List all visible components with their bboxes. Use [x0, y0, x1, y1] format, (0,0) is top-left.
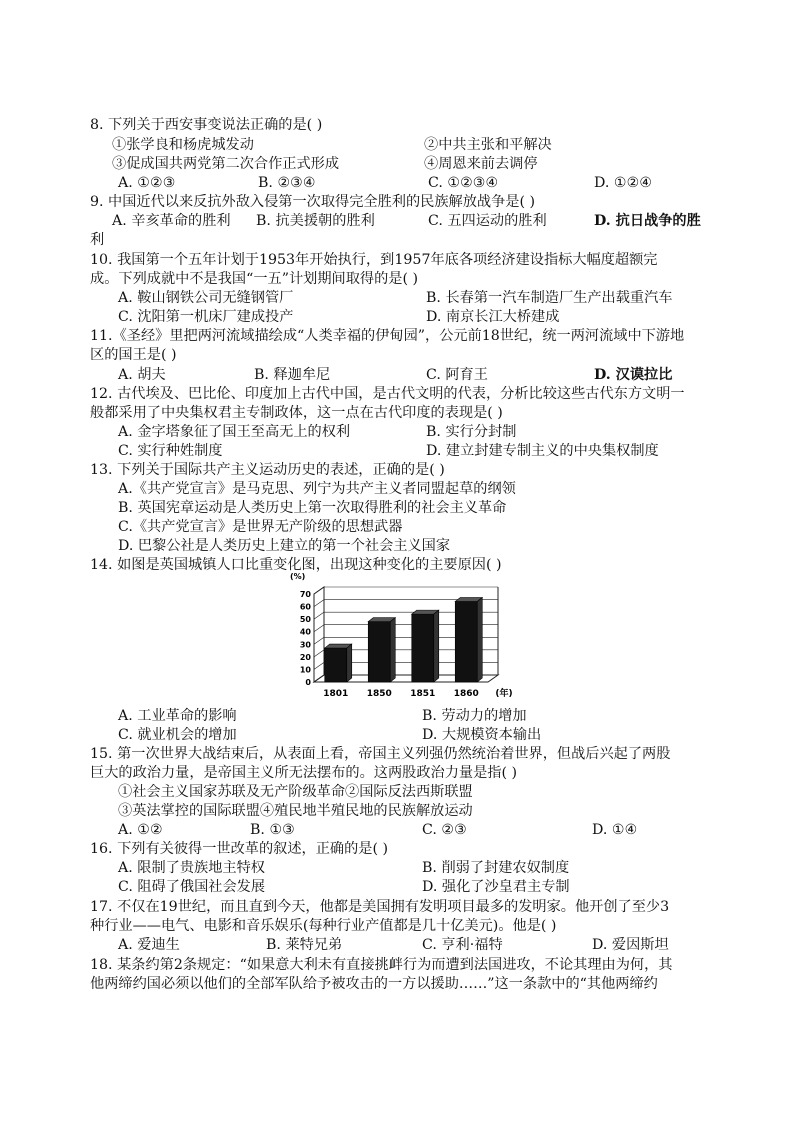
q12-option-a: A. 金字塔象征了国王至高无上的权利: [118, 424, 351, 440]
q15-items-1-2: ①社会主义国家苏联及无产阶级革命②国际反法西斯联盟: [118, 784, 473, 800]
q8-item-2: ②中共主张和平解决: [424, 137, 552, 153]
q15-items-3-4: ③英法掌控的国际联盟④殖民地半殖民地的民族解放运动: [118, 803, 473, 819]
q17-option-c: C. 亨利·福特: [422, 937, 503, 953]
q14-option-a: A. 工业革命的影响: [118, 708, 237, 724]
q13-option-b: B. 英国宪章运动是人类历史上第一次取得胜利的社会主义革命: [118, 500, 507, 516]
q10-option-d: D. 南京长江大桥建成: [426, 309, 560, 325]
q9-option-c: C. 五四运动的胜利: [428, 213, 547, 229]
q10-option-b: B. 长春第一汽车制造厂生产出载重汽车: [426, 290, 673, 306]
chart-left-wall: [314, 587, 324, 682]
q14-option-d: D. 大规模资本输出: [422, 727, 542, 743]
q9-option-a: A. 辛亥革命的胜利: [112, 213, 231, 229]
q10-option-c: C. 沈阳第一机床厂建成投产: [118, 309, 294, 325]
chart-y-tick-label: 70: [299, 590, 311, 599]
q9-continuation: 利: [90, 232, 105, 248]
q17-stem-line1: 17. 不仅在19世纪，而且直到今天，他都是美国拥有发明项目最多的发明家。他开创了至少3: [90, 899, 670, 915]
q14-option-c: C. 就业机会的增加: [118, 727, 237, 743]
q10-option-a: A. 鞍山钢铁公司无缝钢管厂: [118, 290, 294, 306]
q12-stem-line2: 般都采用了中央集权君主专制政体，这一点在古代印度的表现是( ): [90, 405, 503, 421]
chart-bar: [455, 598, 482, 682]
q13-option-a: A.《共产党宣言》是马克思、列宁为共产主义者同盟起草的纲领: [118, 481, 516, 497]
q15-option-a: A. ①②: [118, 822, 163, 838]
q13-option-d: D. 巴黎公社是人类历史上建立的第一个社会主义国家: [118, 538, 451, 554]
chart-gridline-side: [314, 600, 324, 607]
q14-stem: 14. 如图是英国城镇人口比重变化图，出现这种变化的主要原因( ): [90, 557, 502, 573]
chart-gridline-side: [314, 662, 324, 669]
q16-option-c: C. 阻碍了俄国社会发展: [118, 879, 266, 895]
q11-stem-line2: 区的国王是( ): [90, 347, 177, 363]
q11-option-d: D. 汉谟拉比: [594, 367, 673, 383]
q15-option-d: D. ①④: [592, 822, 638, 838]
q15-option-c: C. ②③: [422, 822, 467, 838]
q18-stem-line1: 18. 某条约第2条规定：“如果意大利未有直接挑衅行为而遭到法国进攻，不论其理由为何，其: [90, 957, 673, 973]
q11-option-b: B. 释迦牟尼: [254, 367, 331, 383]
q8-option-a: A. ①②③: [118, 175, 176, 191]
chart-bar: [325, 644, 352, 682]
q16-option-d: D. 强化了沙皇君主专制: [422, 879, 570, 895]
q13-stem: 13. 下列关于国际共产主义运动历史的表述，正确的是( ): [90, 462, 445, 478]
chart-y-axis-label: (%): [290, 572, 306, 581]
q16-stem: 16. 下列有关彼得一世改革的叙述，正确的是( ): [90, 841, 389, 857]
q8-item-4: ④周恩来前去调停: [424, 156, 538, 172]
chart-x-axis-label: (年): [495, 689, 513, 699]
q8-stem: 8. 下列关于西安事变说法正确的是( ): [90, 117, 323, 133]
chart-gridline-side: [314, 625, 324, 632]
chart-y-tick-label: 30: [299, 640, 311, 650]
q15-stem-line1: 15. 第一次世界大战结束后，从表面上看，帝国主义列强仍然统治着世界，但战后兴起了两股: [90, 746, 671, 762]
q8-option-d: D. ①②④: [594, 175, 653, 191]
urban-population-bar-chart: [288, 570, 518, 702]
chart-gridline-side: [314, 637, 324, 644]
q14-option-b: B. 劳动力的增加: [422, 708, 527, 724]
chart-y-tick-label: 40: [299, 627, 311, 637]
q8-item-3: ③促成国共两党第二次合作正式形成: [112, 156, 340, 172]
chart-bar: [368, 618, 395, 682]
chart-gridline-side: [314, 650, 324, 657]
chart-y-tick-label: 0: [305, 678, 311, 687]
q8-option-c: C. ①②③④: [428, 175, 499, 191]
q8-item-1: ①张学良和杨虎城发动: [112, 137, 254, 153]
q15-stem-line2: 巨大的政治力量，是帝国主义所无法摆布的。这两股政治力量是指( ): [90, 765, 518, 781]
chart-gridline-side: [314, 612, 324, 619]
chart-x-tick-label: 1851: [410, 689, 436, 699]
q17-option-d: D. 爱因斯坦: [592, 937, 669, 953]
q10-stem-line2: 成。下列成就中不是我国“一五”计划期间取得的是( ): [90, 271, 419, 287]
q15-option-b: B. ①③: [250, 822, 295, 838]
q12-option-b: B. 实行分封制: [426, 424, 517, 440]
q10-stem-line1: 10. 我国第一个五年计划于1953年开始执行，到1957年底各项经济建设指标大幅度超额完: [90, 252, 658, 268]
q12-stem-line1: 12. 古代埃及、巴比伦、印度加上古代中国，是古代文明的代表，分析比较这些古代东方文明一: [90, 386, 685, 402]
chart-x-tick-label: 1850: [366, 689, 392, 699]
q11-stem-line1: 11.《圣经》里把两河流域描绘成“人类幸福的伊甸园”，公元前18世纪，统一两河流域中下游地: [90, 328, 685, 344]
chart-y-tick-label: 20: [299, 652, 311, 662]
q17-option-a: A. 爱迪生: [118, 937, 180, 953]
q13-option-c: C.《共产党宣言》是世界无产阶级的思想武器: [118, 519, 403, 535]
q12-option-c: C. 实行种姓制度: [118, 443, 223, 459]
chart-x-tick-label: 1860: [453, 689, 479, 699]
q9-option-b: B. 抗美援朝的胜利: [256, 213, 375, 229]
q17-option-b: B. 莱特兄弟: [266, 937, 343, 953]
q18-stem-line2: 他两缔约国必须以他们的全部军队给予被攻击的一方以援助……”这一条款中的“其他两缔约: [90, 976, 658, 992]
q9-stem: 9. 中国近代以来反抗外敌入侵第一次取得完全胜利的民族解放战争是( ): [90, 194, 536, 210]
q9-option-d: D. 抗日战争的胜: [594, 213, 701, 229]
q12-option-d: D. 建立封建专制主义的中央集权制度: [426, 443, 659, 459]
chart-y-tick-label: 10: [299, 665, 311, 675]
q16-option-b: B. 削弱了封建农奴制度: [422, 860, 570, 876]
q11-option-c: C. 阿育王: [426, 367, 488, 383]
chart-x-tick-label: 1801: [323, 689, 349, 699]
chart-gridline-side: [314, 675, 324, 682]
q16-option-a: A. 限制了贵族地主特权: [118, 860, 265, 876]
chart-bar: [412, 610, 439, 682]
q11-option-a: A. 胡夫: [118, 367, 166, 383]
chart-y-tick-label: 60: [299, 602, 311, 612]
chart-gridline-side: [314, 587, 324, 594]
q8-option-b: B. ②③④: [258, 175, 316, 191]
q17-stem-line2: 种行业——电气、电影和音乐娱乐(每种行业产值都是几十亿美元)。他是( ): [90, 918, 557, 934]
chart-y-tick-label: 50: [299, 615, 311, 625]
